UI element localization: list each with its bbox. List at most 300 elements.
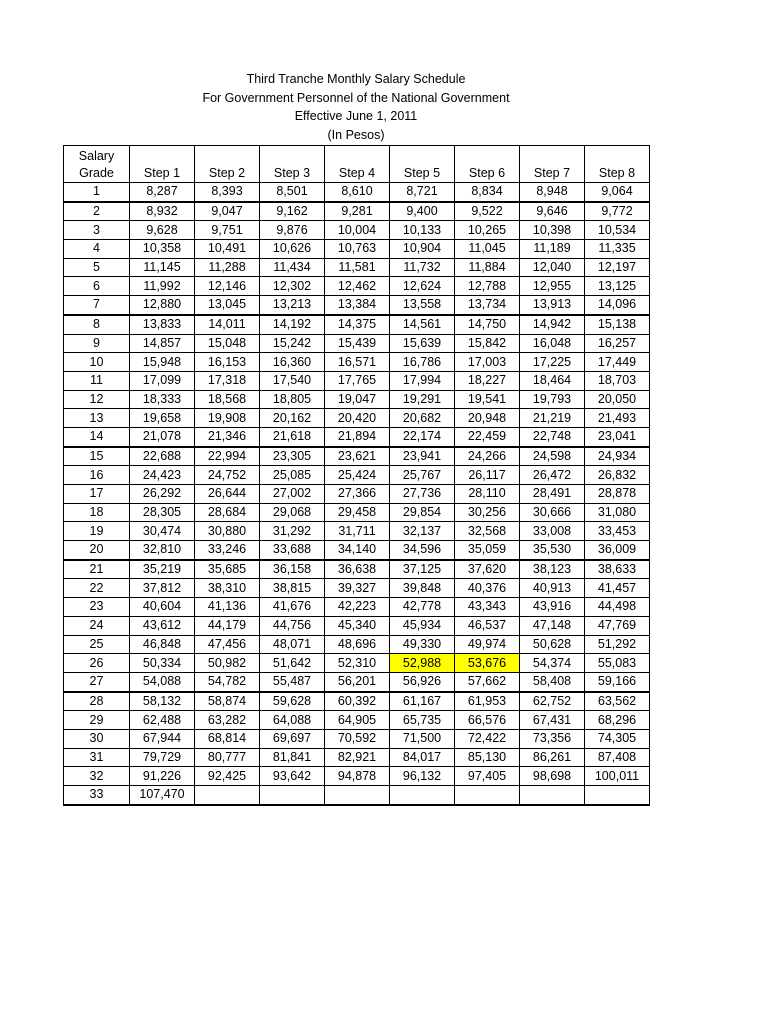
step-header: Step 5 [390,146,455,183]
salary-value-cell: 54,088 [130,672,195,691]
salary-grade-cell: 13 [64,409,130,428]
salary-value-cell: 27,736 [390,485,455,504]
salary-grade-cell: 32 [64,767,130,786]
salary-value-cell: 26,832 [585,466,650,485]
salary-value-cell: 65,735 [390,711,455,730]
salary-value-cell: 91,226 [130,767,195,786]
salary-grade-cell: 6 [64,277,130,296]
salary-value-cell: 13,213 [260,296,325,315]
salary-value-cell: 52,310 [325,654,390,673]
salary-grade-cell: 20 [64,541,130,560]
salary-value-cell: 10,534 [585,221,650,240]
salary-value-cell: 34,596 [390,541,455,560]
salary-value-cell: 36,009 [585,541,650,560]
salary-value-cell: 24,266 [455,447,520,466]
salary-value-cell: 12,624 [390,277,455,296]
table-row [64,353,650,372]
salary-value-cell: 15,138 [585,315,650,334]
salary-value-cell: 70,592 [325,729,390,748]
salary-value-cell: 10,904 [390,240,455,259]
salary-value-cell: 14,561 [390,315,455,334]
table-row [64,240,650,259]
salary-value-cell [195,786,260,805]
salary-value-cell: 23,621 [325,447,390,466]
salary-value-cell: 16,360 [260,353,325,372]
salary-value-cell: 8,721 [390,183,455,202]
salary-value-cell: 68,814 [195,729,260,748]
salary-value-cell: 25,767 [390,466,455,485]
salary-value-cell: 44,498 [585,598,650,617]
table-row [64,427,650,446]
salary-value-cell: 17,540 [260,371,325,390]
salary-value-cell: 61,953 [455,692,520,711]
salary-grade-cell: 27 [64,672,130,691]
salary-grade-cell: 8 [64,315,130,334]
salary-value-cell: 49,974 [455,635,520,654]
salary-value-cell: 79,729 [130,748,195,767]
salary-value-cell: 42,223 [325,598,390,617]
salary-value-cell: 12,788 [455,277,520,296]
salary-value-cell: 62,752 [520,692,585,711]
table-row [64,390,650,409]
effective-date: Effective June 1, 2011 [294,109,418,124]
salary-value-cell: 67,431 [520,711,585,730]
salary-value-cell: 17,318 [195,371,260,390]
salary-grade-cell: 19 [64,522,130,541]
salary-value-cell: 46,848 [130,635,195,654]
salary-value-cell: 21,493 [585,409,650,428]
salary-value-cell: 21,618 [260,427,325,446]
salary-value-cell: 22,459 [455,427,520,446]
salary-value-cell: 97,405 [455,767,520,786]
salary-grade-header [64,146,130,183]
salary-value-cell: 40,376 [455,579,520,598]
salary-value-cell [390,786,455,805]
salary-value-cell: 28,305 [130,503,195,522]
salary-value-cell: 26,644 [195,485,260,504]
salary-value-cell: 45,340 [325,616,390,635]
salary-value-cell: 50,334 [130,654,195,673]
salary-value-cell: 49,330 [390,635,455,654]
salary-value-cell: 107,470 [130,786,195,805]
step-header: Step 2 [195,146,260,183]
table-row [64,598,650,617]
salary-value-cell: 63,282 [195,711,260,730]
salary-value-cell: 33,688 [260,541,325,560]
step-header: Step 8 [585,146,650,183]
salary-value-cell: 19,047 [325,390,390,409]
salary-value-cell: 92,425 [195,767,260,786]
salary-value-cell: 13,558 [390,296,455,315]
salary-value-cell: 9,064 [585,183,650,202]
salary-value-cell: 60,392 [325,692,390,711]
salary-value-cell: 9,876 [260,221,325,240]
salary-value-cell: 11,045 [455,240,520,259]
salary-value-cell: 98,698 [520,767,585,786]
salary-grade-cell: 23 [64,598,130,617]
document-title: Third Tranche Monthly Salary Schedule [246,72,466,86]
salary-value-cell: 21,894 [325,427,390,446]
salary-value-cell: 35,219 [130,560,195,579]
table-row [64,447,650,466]
salary-value-cell: 15,842 [455,334,520,353]
table-row [64,503,650,522]
salary-value-cell: 54,374 [520,654,585,673]
salary-value-cell: 64,905 [325,711,390,730]
salary-grade-cell: 4 [64,240,130,259]
salary-grade-cell: 15 [64,447,130,466]
salary-value-cell: 96,132 [390,767,455,786]
salary-value-cell: 10,265 [455,221,520,240]
salary-value-cell: 26,117 [455,466,520,485]
salary-value-cell: 8,610 [325,183,390,202]
salary-value-cell: 26,292 [130,485,195,504]
salary-value-cell: 32,568 [455,522,520,541]
salary-value-cell: 27,002 [260,485,325,504]
salary-value-cell: 55,083 [585,654,650,673]
table-row [64,277,650,296]
salary-value-cell: 71,500 [390,729,455,748]
salary-value-cell: 33,246 [195,541,260,560]
salary-value-cell: 19,793 [520,390,585,409]
salary-value-cell: 48,696 [325,635,390,654]
salary-grade-cell: 26 [64,654,130,673]
salary-value-cell: 18,568 [195,390,260,409]
salary-value-cell: 14,096 [585,296,650,315]
table-row [64,258,650,277]
salary-value-cell: 11,288 [195,258,260,277]
document-subtitle: For Government Personnel of the National Government [202,90,510,105]
table-row [64,409,650,428]
salary-value-cell: 14,011 [195,315,260,334]
salary-grade-cell: 29 [64,711,130,730]
salary-value-cell: 42,778 [390,598,455,617]
salary-value-cell: 12,462 [325,277,390,296]
salary-value-cell: 17,225 [520,353,585,372]
salary-value-cell: 64,088 [260,711,325,730]
salary-value-cell: 9,628 [130,221,195,240]
salary-value-cell: 27,366 [325,485,390,504]
salary-value-cell: 48,071 [260,635,325,654]
salary-value-cell: 22,688 [130,447,195,466]
table-row [64,786,650,805]
salary-value-cell: 47,148 [520,616,585,635]
salary-value-cell: 93,642 [260,767,325,786]
salary-value-cell: 31,080 [585,503,650,522]
salary-value-cell: 20,420 [325,409,390,428]
salary-value-cell: 41,457 [585,579,650,598]
salary-value-cell: 31,711 [325,522,390,541]
salary-grade-cell: 17 [64,485,130,504]
salary-value-cell: 73,356 [520,729,585,748]
salary-value-cell: 28,491 [520,485,585,504]
salary-value-cell: 41,136 [195,598,260,617]
table-row [64,729,650,748]
salary-value-cell: 47,456 [195,635,260,654]
table-body [64,183,650,805]
salary-value-cell: 24,598 [520,447,585,466]
salary-value-cell: 11,581 [325,258,390,277]
salary-value-cell: 10,133 [390,221,455,240]
salary-value-cell: 18,333 [130,390,195,409]
salary-value-cell: 19,541 [455,390,520,409]
salary-value-cell: 10,004 [325,221,390,240]
salary-value-cell: 53,676 [455,654,520,673]
salary-value-cell: 30,474 [130,522,195,541]
salary-grade-header-line1: Salary [78,149,115,163]
table-row [64,221,650,240]
salary-grade-cell: 12 [64,390,130,409]
salary-value-cell: 56,926 [390,672,455,691]
salary-value-cell: 33,008 [520,522,585,541]
salary-value-cell: 16,048 [520,334,585,353]
salary-value-cell: 8,287 [130,183,195,202]
salary-value-cell: 25,085 [260,466,325,485]
salary-value-cell: 14,375 [325,315,390,334]
salary-value-cell: 68,296 [585,711,650,730]
salary-value-cell: 15,048 [195,334,260,353]
table-row [64,371,650,390]
salary-value-cell: 46,537 [455,616,520,635]
salary-value-cell: 23,305 [260,447,325,466]
salary-value-cell: 15,948 [130,353,195,372]
salary-value-cell: 51,292 [585,635,650,654]
salary-value-cell: 74,305 [585,729,650,748]
salary-value-cell: 21,078 [130,427,195,446]
salary-value-cell: 34,140 [325,541,390,560]
salary-value-cell: 9,646 [520,202,585,221]
salary-grade-cell: 18 [64,503,130,522]
salary-value-cell: 12,040 [520,258,585,277]
salary-value-cell: 44,179 [195,616,260,635]
salary-value-cell: 36,158 [260,560,325,579]
salary-value-cell: 12,197 [585,258,650,277]
salary-value-cell: 26,472 [520,466,585,485]
salary-value-cell: 35,059 [455,541,520,560]
salary-value-cell: 40,913 [520,579,585,598]
table-row [64,296,650,315]
salary-value-cell: 62,488 [130,711,195,730]
salary-grade-cell: 10 [64,353,130,372]
salary-value-cell: 39,848 [390,579,455,598]
salary-grade-cell: 33 [64,786,130,805]
table-row [64,334,650,353]
table-row [64,202,650,221]
salary-value-cell: 31,292 [260,522,325,541]
salary-value-cell: 13,913 [520,296,585,315]
salary-value-cell: 43,343 [455,598,520,617]
salary-value-cell: 18,464 [520,371,585,390]
salary-value-cell: 45,934 [390,616,455,635]
table-row [64,767,650,786]
table-row [64,183,650,202]
salary-value-cell: 21,219 [520,409,585,428]
salary-value-cell: 38,815 [260,579,325,598]
salary-value-cell: 13,045 [195,296,260,315]
salary-value-cell: 14,857 [130,334,195,353]
salary-value-cell: 10,398 [520,221,585,240]
salary-value-cell: 50,982 [195,654,260,673]
table-row [64,635,650,654]
table-row [64,672,650,691]
table-row [64,616,650,635]
salary-grade-cell: 7 [64,296,130,315]
table-row [64,560,650,579]
salary-value-cell: 10,358 [130,240,195,259]
salary-value-cell: 20,948 [455,409,520,428]
header-row [64,146,650,183]
salary-value-cell: 14,192 [260,315,325,334]
table-row [64,522,650,541]
salary-value-cell: 50,628 [520,635,585,654]
salary-value-cell: 35,530 [520,541,585,560]
salary-grade-cell: 28 [64,692,130,711]
salary-table [63,145,650,806]
salary-value-cell: 12,955 [520,277,585,296]
salary-value-cell: 25,424 [325,466,390,485]
salary-grade-cell: 14 [64,427,130,446]
step-header: Step 6 [455,146,520,183]
salary-value-cell: 14,750 [455,315,520,334]
salary-value-cell: 15,639 [390,334,455,353]
salary-value-cell: 59,628 [260,692,325,711]
salary-value-cell: 43,612 [130,616,195,635]
salary-value-cell: 30,666 [520,503,585,522]
salary-grade-cell: 11 [64,371,130,390]
salary-value-cell: 39,327 [325,579,390,598]
salary-value-cell: 9,400 [390,202,455,221]
salary-value-cell: 38,123 [520,560,585,579]
salary-value-cell: 43,916 [520,598,585,617]
salary-value-cell: 8,501 [260,183,325,202]
salary-value-cell: 9,751 [195,221,260,240]
salary-value-cell: 17,099 [130,371,195,390]
salary-value-cell: 19,658 [130,409,195,428]
salary-value-cell: 12,880 [130,296,195,315]
salary-value-cell: 10,626 [260,240,325,259]
salary-value-cell [585,786,650,805]
salary-value-cell: 51,642 [260,654,325,673]
salary-value-cell: 67,944 [130,729,195,748]
salary-value-cell: 56,201 [325,672,390,691]
salary-value-cell: 19,291 [390,390,455,409]
salary-value-cell: 10,491 [195,240,260,259]
salary-value-cell: 16,257 [585,334,650,353]
table-row [64,579,650,598]
salary-grade-header-line2: Grade [79,166,114,180]
salary-value-cell: 17,449 [585,353,650,372]
salary-value-cell: 32,810 [130,541,195,560]
salary-value-cell [455,786,520,805]
step-header: Step 3 [260,146,325,183]
table-row [64,654,650,673]
salary-value-cell: 33,453 [585,522,650,541]
salary-value-cell: 28,110 [455,485,520,504]
salary-grade-cell: 22 [64,579,130,598]
salary-value-cell: 30,256 [455,503,520,522]
currency-note: (In Pesos) [327,128,385,143]
salary-value-cell: 23,041 [585,427,650,446]
salary-value-cell: 11,992 [130,277,195,296]
salary-value-cell: 20,682 [390,409,455,428]
salary-grade-cell: 25 [64,635,130,654]
salary-value-cell: 47,769 [585,616,650,635]
salary-value-cell: 81,841 [260,748,325,767]
salary-value-cell: 37,125 [390,560,455,579]
table-row [64,315,650,334]
salary-value-cell: 22,174 [390,427,455,446]
salary-grade-cell: 5 [64,258,130,277]
salary-value-cell: 87,408 [585,748,650,767]
salary-value-cell: 57,662 [455,672,520,691]
salary-value-cell: 84,017 [390,748,455,767]
salary-value-cell: 82,921 [325,748,390,767]
salary-value-cell: 20,050 [585,390,650,409]
salary-value-cell: 59,166 [585,672,650,691]
salary-value-cell: 16,571 [325,353,390,372]
salary-value-cell: 15,242 [260,334,325,353]
salary-value-cell [325,786,390,805]
salary-value-cell: 13,833 [130,315,195,334]
salary-value-cell: 16,786 [390,353,455,372]
salary-value-cell: 24,752 [195,466,260,485]
salary-value-cell: 28,684 [195,503,260,522]
table-row [64,692,650,711]
salary-value-cell: 13,125 [585,277,650,296]
salary-value-cell: 23,941 [390,447,455,466]
salary-value-cell: 21,346 [195,427,260,446]
salary-value-cell: 14,942 [520,315,585,334]
salary-value-cell: 63,562 [585,692,650,711]
salary-value-cell: 37,812 [130,579,195,598]
salary-value-cell: 100,011 [585,767,650,786]
salary-value-cell: 8,834 [455,183,520,202]
salary-grade-cell: 30 [64,729,130,748]
salary-grade-cell: 24 [64,616,130,635]
salary-grade-cell: 3 [64,221,130,240]
salary-grade-cell: 16 [64,466,130,485]
salary-value-cell: 30,880 [195,522,260,541]
salary-value-cell: 28,878 [585,485,650,504]
title-block [0,70,712,145]
salary-value-cell: 58,132 [130,692,195,711]
salary-value-cell: 29,068 [260,503,325,522]
salary-value-cell: 8,932 [130,202,195,221]
salary-value-cell: 18,805 [260,390,325,409]
step-header: Step 7 [520,146,585,183]
salary-value-cell: 22,994 [195,447,260,466]
salary-value-cell: 80,777 [195,748,260,767]
salary-value-cell: 18,227 [455,371,520,390]
salary-grade-cell: 21 [64,560,130,579]
salary-value-cell: 11,434 [260,258,325,277]
salary-value-cell [260,786,325,805]
table-row [64,711,650,730]
salary-value-cell: 86,261 [520,748,585,767]
salary-value-cell: 38,633 [585,560,650,579]
salary-value-cell: 12,146 [195,277,260,296]
salary-value-cell: 37,620 [455,560,520,579]
salary-value-cell: 8,948 [520,183,585,202]
salary-value-cell: 11,732 [390,258,455,277]
salary-value-cell [520,786,585,805]
salary-grade-cell: 9 [64,334,130,353]
salary-value-cell: 44,756 [260,616,325,635]
salary-value-cell: 85,130 [455,748,520,767]
table-row [64,541,650,560]
salary-value-cell: 10,763 [325,240,390,259]
salary-value-cell: 9,047 [195,202,260,221]
